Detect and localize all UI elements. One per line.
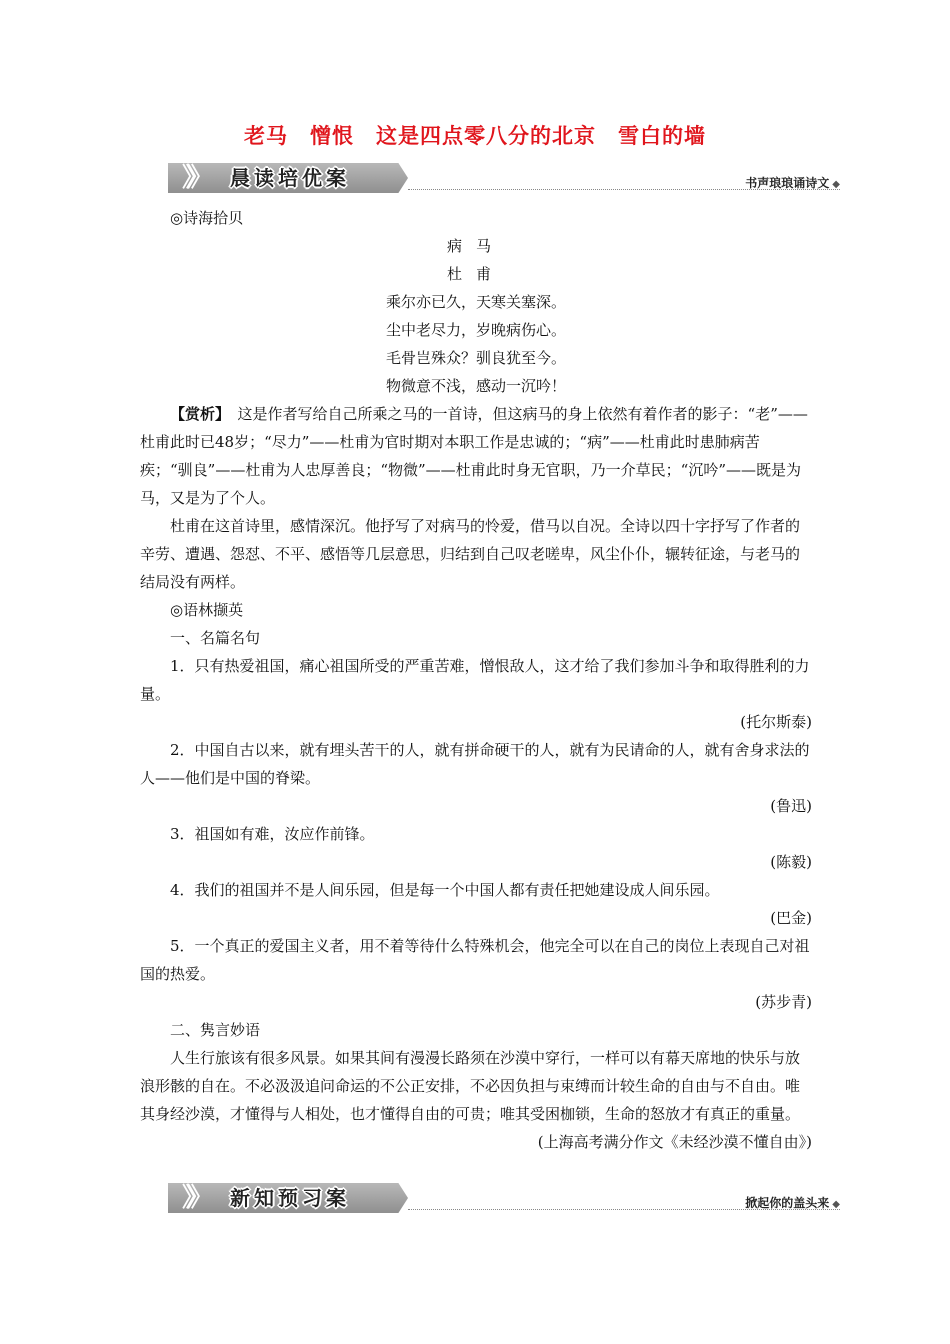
banner-right-text: 书声琅琅诵诗文 ◆ — [745, 176, 840, 190]
section-words-heading: ◎语林撷英 — [170, 601, 244, 619]
chevron-right-icon: 》》 — [182, 163, 206, 193]
banner-preview — [168, 1180, 840, 1216]
quote-author: (托尔斯泰) — [740, 713, 812, 731]
appreciation-paragraph: 【赏析】 这是作者写给自己所乘之马的一首诗，但这病马的身上依然有着作者的影子：“老”——杜甫此时已48岁；“尽力”——杜甫为官时期对本职工作是忠诚的；“病”——杜甫此时患肺病苦疾；“驯良”——杜甫为人忠厚善良；“物微”——杜甫此时身无官职，乃一介草民；“沉吟”——既是为马，又是为了个人。 — [140, 405, 808, 507]
quote-item: 4．我们的祖国并不是人间乐园，但是每一个中国人都有责任把她建设成人间乐园。 — [170, 881, 720, 899]
poem-author: 杜甫 — [446, 265, 505, 283]
quote-item: 5．一个真正的爱国主义者，用不着等待什么特殊机会，他完全可以在自己的岗位上表现自己对祖国的热爱。 — [140, 937, 810, 983]
famous-heading: 一、名篇名句 — [170, 629, 261, 647]
quote-author: (鲁迅) — [770, 797, 812, 815]
chevron-right-icon: 》》 — [182, 1183, 206, 1213]
quotes-source: (上海高考满分作文《未经沙漠不懂自由》) — [537, 1133, 812, 1151]
poem-line: 乘尔亦已久，天寒关塞深。 — [385, 293, 566, 311]
quote-item: 3．祖国如有难，汝应作前锋。 — [170, 825, 375, 843]
poem-line: 物微意不浅，感动一沉吟！ — [385, 377, 566, 395]
poem-title: 病马 — [446, 237, 505, 255]
quote-item: 2．中国自古以来，就有埋头苦干的人，就有拼命硬干的人，就有为民请命的人，就有舍身求法的人——他们是中国的脊梁。 — [140, 741, 810, 787]
appreciation-paragraph-2: 杜甫在这首诗里，感情深沉。他抒写了对病马的怜爱，借马以自况。全诗以四十字抒写了作者的辛劳、遭遇、怨怼、不平、感悟等几层意思，归结到自己叹老嗟卑，风尘仆仆，辗转征途，与老马的结局没有两样。 — [140, 517, 801, 591]
quote-author: (苏步青) — [755, 993, 812, 1011]
banner-morning-reading — [168, 160, 840, 196]
diamond-icon: ◆ — [832, 179, 840, 190]
banner-right-text: 掀起你的盖头来 ◆ — [745, 1196, 840, 1210]
page-title: 老马 憎恨 这是四点零八分的北京 雪白的墙 — [244, 124, 706, 148]
quote-item: 1．只有热爱祖国，痛心祖国所受的严重苦难，憎恨敌人，这才给了我们参加斗争和取得胜利的力量。 — [140, 657, 810, 703]
section-poetry-heading: ◎诗海拾贝 — [170, 209, 244, 227]
poem-line: 毛骨岂殊众？驯良犹至今。 — [385, 349, 566, 367]
appreciation-label: 【赏析】 — [170, 405, 223, 423]
banner-label: 晨读培优案 — [230, 166, 350, 190]
main-content — [140, 204, 812, 1156]
diamond-icon: ◆ — [832, 1199, 840, 1210]
quote-author: (陈毅) — [770, 853, 812, 871]
quotes-paragraph: 人生行旅该有很多风景。如果其间有漫漫长路须在沙漠中穿行，一样可以有幕天席地的快乐与放浪形骸的自在。不必汲汲追问命运的不公正安排，不必因负担与束缚而计较生命的自由与不自由。唯其身经沙漠，才懂得与人相处，也才懂得自由的可贵；唯其受困枷锁，生命的怒放才有真正的重量。 — [140, 1049, 801, 1123]
banner-label: 新知预习案 — [230, 1186, 350, 1210]
poem-line: 尘中老尽力，岁晚病伤心。 — [385, 321, 566, 339]
quotes-heading: 二、隽言妙语 — [170, 1021, 261, 1039]
quote-author: (巴金) — [770, 909, 812, 927]
